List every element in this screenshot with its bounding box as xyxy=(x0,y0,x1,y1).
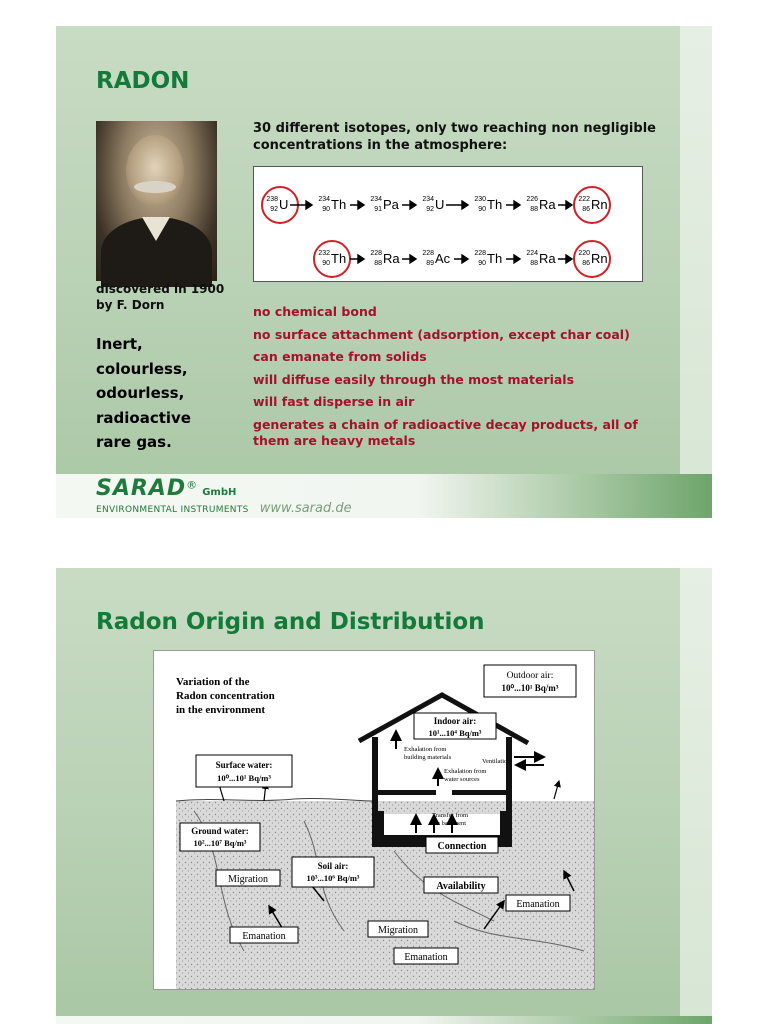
outdoor-air-label: Outdoor air: xyxy=(506,671,554,681)
isotope-ra-226 xyxy=(526,196,556,213)
mass-number: 234 xyxy=(318,196,330,203)
mass-number: 232 xyxy=(318,250,330,257)
caption-line-1: discovered in 1900 xyxy=(96,282,225,296)
soil-air-label: Soil air: xyxy=(317,861,349,871)
element-symbol: Rn xyxy=(591,251,608,266)
element-symbol: Th xyxy=(487,197,503,212)
atomic-number: 90 xyxy=(322,206,330,213)
element-symbol: Rn xyxy=(591,197,608,212)
isotope-th-228 xyxy=(474,250,502,267)
mass-number: 228 xyxy=(474,250,486,257)
ground-water-value: 10²...10⁷ Bq/m³ xyxy=(193,838,247,848)
sarad-logo xyxy=(96,476,352,516)
isotope-pa-234 xyxy=(370,196,399,213)
element-symbol: U xyxy=(435,197,445,212)
house-floor-right xyxy=(452,790,512,795)
decay-arrow xyxy=(350,201,364,209)
migration-label: Migration xyxy=(228,874,268,885)
transfer-line: Transfer from xyxy=(432,812,469,819)
isotope-rn-220 xyxy=(578,250,607,267)
mass-number: 220 xyxy=(578,250,590,257)
emanation-label: Emanation xyxy=(404,952,448,963)
decay-arrow xyxy=(558,255,572,263)
list-item: will diffuse easily through the most materials xyxy=(253,371,575,387)
surface-water-value: 10⁰...10¹ Bq/m³ xyxy=(217,773,271,783)
element-symbol: Th xyxy=(331,197,347,212)
decay-arrow xyxy=(506,255,520,263)
atomic-number: 89 xyxy=(426,260,434,267)
decay-arrow xyxy=(402,201,416,209)
decay-chain-diagram xyxy=(254,167,642,281)
isotope-u-234 xyxy=(422,196,444,213)
radon-distribution-diagram xyxy=(153,650,595,990)
slide-title: RADON xyxy=(96,68,190,94)
ground-water-label: Ground water: xyxy=(191,826,249,836)
diagram-heading-line: Radon concentration xyxy=(176,690,275,702)
indoor-air-label: Indoor air: xyxy=(433,716,477,726)
property-line: rare gas. xyxy=(96,433,172,451)
portrait-head xyxy=(126,135,184,207)
slide-radon xyxy=(56,26,712,518)
decay-arrow xyxy=(350,255,364,263)
atomic-number: 88 xyxy=(374,260,382,267)
list-item: generates a chain of radioactive decay products, all of them are heavy metals xyxy=(253,416,638,448)
caption-line-2: by F. Dorn xyxy=(96,298,165,312)
atomic-number: 92 xyxy=(270,206,278,213)
exhalation-building-line: Exhalation from xyxy=(404,746,447,753)
ground-surface xyxy=(176,798,374,801)
radon-characteristics-list xyxy=(253,304,653,455)
decay-arrow xyxy=(506,201,520,209)
atomic-number: 88 xyxy=(530,206,538,213)
isotope-th-232 xyxy=(318,250,346,267)
portrait-f-dorn xyxy=(96,121,217,281)
logo-gmbh: GmbH xyxy=(202,487,237,498)
mass-number: 238 xyxy=(266,196,278,203)
property-line: Inert, xyxy=(96,335,143,353)
mass-number: 228 xyxy=(370,250,382,257)
atomic-number: 86 xyxy=(582,260,590,267)
atomic-number: 86 xyxy=(582,206,590,213)
exhalation-water-line: Exhalation from xyxy=(444,768,487,775)
diagram-heading-line: in the environment xyxy=(176,704,266,716)
migration-label: Migration xyxy=(378,925,418,936)
surface-water-label: Surface water: xyxy=(215,760,273,770)
element-symbol: Ra xyxy=(539,197,556,212)
atomic-number: 90 xyxy=(478,206,486,213)
exhalation-water-line: water sources xyxy=(444,776,480,783)
website-link[interactable]: www.sarad.de xyxy=(259,501,352,516)
isotopes-intro: 30 different isotopes, only two reaching non negligible concentrations in the atmosphere: xyxy=(253,121,656,153)
isotope-ra-224 xyxy=(526,250,556,267)
mass-number: 234 xyxy=(370,196,382,203)
list-item: will fast disperse in air xyxy=(253,394,415,409)
decay-arrow xyxy=(290,201,312,209)
decay-arrow xyxy=(558,201,572,209)
atomic-number: 91 xyxy=(374,206,382,213)
decay-chain-box xyxy=(253,166,643,282)
environment-illustration xyxy=(154,651,594,989)
slide-title: Radon Origin and Distribution xyxy=(96,609,485,635)
element-symbol: Th xyxy=(331,251,347,266)
isotope-rn-222 xyxy=(578,196,607,213)
decay-arrow xyxy=(402,255,416,263)
decay-arrow xyxy=(446,201,468,209)
mass-number: 226 xyxy=(526,196,538,203)
mass-number: 234 xyxy=(422,196,434,203)
soil-air-value: 10³...10⁶ Bq/m³ xyxy=(306,873,360,883)
element-symbol: Pa xyxy=(383,197,399,212)
isotope-th-234 xyxy=(318,196,346,213)
outdoor-air-value: 10⁰...10¹ Bq/m³ xyxy=(501,683,559,693)
mass-number: 228 xyxy=(422,250,434,257)
atomic-number: 90 xyxy=(478,260,486,267)
availability-label: Availability xyxy=(436,881,486,892)
element-symbol: Ra xyxy=(383,251,400,266)
radon-properties xyxy=(96,332,236,455)
property-line: colourless, xyxy=(96,359,188,378)
indoor-air-value: 10¹...10⁴ Bq/m³ xyxy=(428,728,482,738)
logo-brand: SARAD xyxy=(96,476,187,501)
slide-radon-origin xyxy=(56,568,712,1024)
list-item: no chemical bond xyxy=(253,304,377,319)
portrait-caption xyxy=(96,281,224,313)
isotope-th-230 xyxy=(474,196,502,213)
list-item: no surface attachment (adsorption, except char coal) xyxy=(253,326,630,342)
element-symbol: Ra xyxy=(539,251,556,266)
exhalation-building-line: building materials xyxy=(404,754,452,761)
list-item: can emanate from solids xyxy=(253,349,427,364)
element-symbol: U xyxy=(279,197,289,212)
isotope-ra-228 xyxy=(370,250,400,267)
mass-number: 224 xyxy=(526,250,538,257)
element-symbol: Th xyxy=(487,251,503,266)
atomic-number: 92 xyxy=(426,206,434,213)
isotope-ac-228 xyxy=(422,250,450,267)
slide-footer xyxy=(56,1016,712,1024)
decay-arrow xyxy=(454,255,468,263)
emanation-label: Emanation xyxy=(242,931,286,942)
transfer-line: the basement xyxy=(432,820,467,827)
ventilation-label: Ventilation xyxy=(482,758,511,765)
house-floor xyxy=(372,790,436,795)
emanation-label: Emanation xyxy=(516,899,560,910)
mass-number: 222 xyxy=(578,196,590,203)
logo-subtitle: ENVIRONMENTAL INSTRUMENTS xyxy=(96,505,249,515)
mass-number: 230 xyxy=(474,196,486,203)
diagram-heading-line: Variation of the xyxy=(176,676,250,688)
atomic-number: 90 xyxy=(322,260,330,267)
property-line: odourless, xyxy=(96,384,185,402)
connection-label: Connection xyxy=(437,841,487,852)
portrait-mustache xyxy=(134,181,176,193)
logo-registered: ® xyxy=(186,478,198,492)
isotope-u-238 xyxy=(266,196,288,213)
element-symbol: Ac xyxy=(435,251,451,266)
atomic-number: 88 xyxy=(530,260,538,267)
property-line: radioactive xyxy=(96,408,191,427)
